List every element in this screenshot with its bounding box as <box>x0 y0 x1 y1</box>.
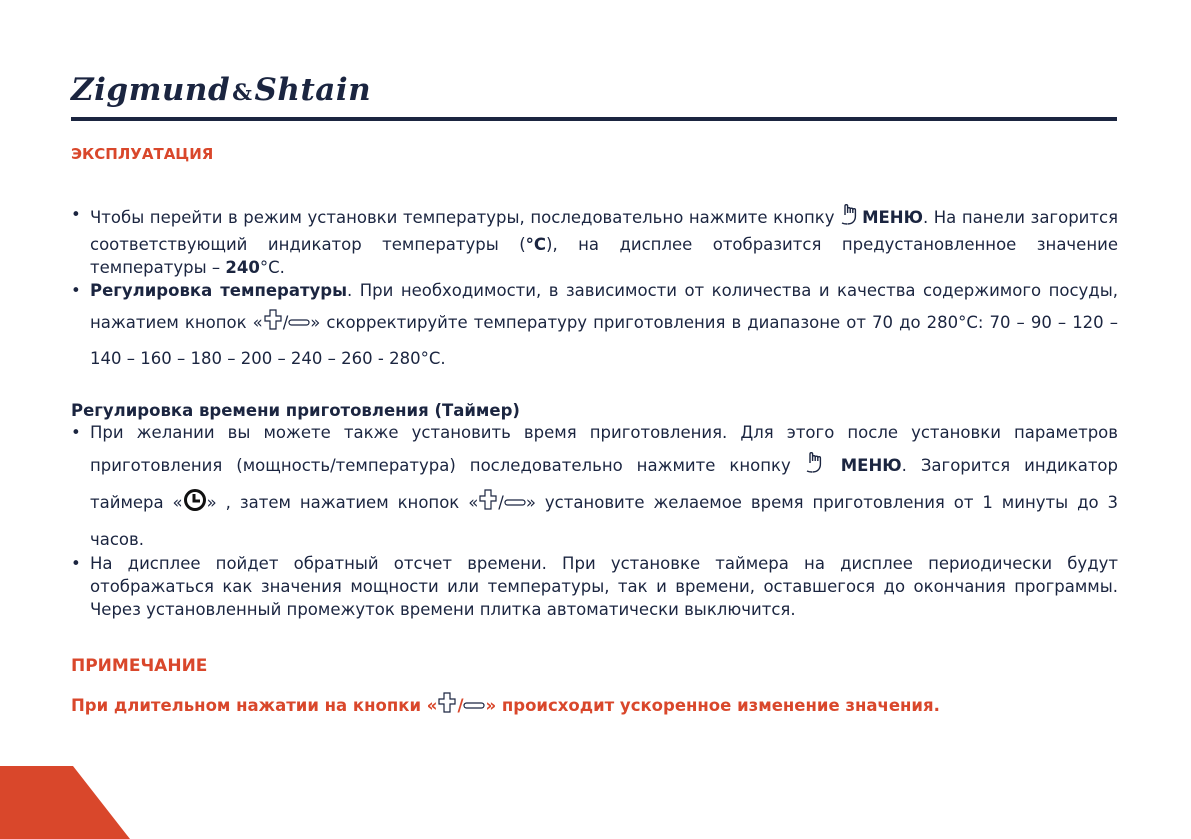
text: ), на дисплее отобразится предустановленное значение температуры – <box>90 235 1118 277</box>
slash: / <box>457 696 464 715</box>
celsius-indicator: °С <box>525 235 547 254</box>
note-text <box>71 691 940 719</box>
header-divider <box>71 117 1117 121</box>
slash: / <box>282 313 289 332</box>
logo-zigmund: Zigmund <box>71 72 231 108</box>
note-title: ПРИМЕЧАНИЕ <box>71 656 208 676</box>
brand-logo <box>71 72 371 108</box>
main-content <box>71 203 1118 621</box>
menu-button-label: МЕНЮ <box>840 456 902 475</box>
timer-set-paragraph <box>71 416 1118 556</box>
minus-button-icon <box>463 700 485 719</box>
text: При длительном нажатии на кнопки « <box>71 696 438 715</box>
temp-mode-paragraph <box>71 203 1118 279</box>
text: . Загорится индикатор таймера « <box>90 456 1119 512</box>
text: » установите желаемое время приготовления от 1 минуты до 3 часов. <box>90 493 1118 549</box>
menu-button-label: МЕНЮ <box>862 208 923 227</box>
text: При желании вы можете также установить время приготовления. Для этого после установки параметров приготовления (мощность/температура) последовательно нажмите кнопку <box>90 423 1118 475</box>
corner-decoration <box>0 766 130 839</box>
plus-button-icon <box>437 691 457 719</box>
temp-adjust-title: Регулировка температуры <box>90 281 348 300</box>
slash: / <box>498 493 504 512</box>
section-title: ЭКСПЛУАТАЦИЯ <box>71 145 214 163</box>
hand-press-icon <box>805 451 827 486</box>
countdown-paragraph <box>71 552 1118 621</box>
hand-press-icon <box>840 203 862 233</box>
preset-temperature: 240 <box>225 258 260 277</box>
minus-button-icon <box>288 311 310 343</box>
text: На дисплее пойдет обратный отсчет времени. При установке таймера на дисплее периодически будут отображаться как значения мощности или температуры, так и времени, оставшегося до окончания программы. Через установленный промежуток времени плитка автоматически выключится. <box>90 554 1118 619</box>
clock-icon <box>183 488 207 523</box>
plus-button-icon <box>263 308 283 343</box>
text: °С. <box>259 258 285 277</box>
text: . При необходимости, в зависимости от количества и качества содержимого посуды, нажатием кнопок « <box>90 281 1118 332</box>
minus-button-icon <box>504 490 526 523</box>
text: . На панели загорится соответствующий индикатор температуры ( <box>90 208 1118 254</box>
logo-shtain: Shtain <box>254 72 372 108</box>
text: » скорректируйте температуру приготовления в диапазоне от 70 до 280°С: 70 – 90 – 120 – 140 – 160 – 180 – 200 – 240 – 260 - 280°С. <box>90 313 1118 368</box>
text: » происходит ускоренное изменение значения. <box>485 696 940 715</box>
plus-button-icon <box>478 488 498 523</box>
temp-adjust-paragraph <box>71 275 1118 375</box>
logo-ampersand: & <box>232 80 253 106</box>
text: » , затем нажатием кнопок « <box>206 493 479 512</box>
text: Чтобы перейти в режим установки температуры, последовательно нажмите кнопку <box>90 208 835 227</box>
timer-heading: Регулировка времени приготовления (Таймер) <box>71 401 520 420</box>
